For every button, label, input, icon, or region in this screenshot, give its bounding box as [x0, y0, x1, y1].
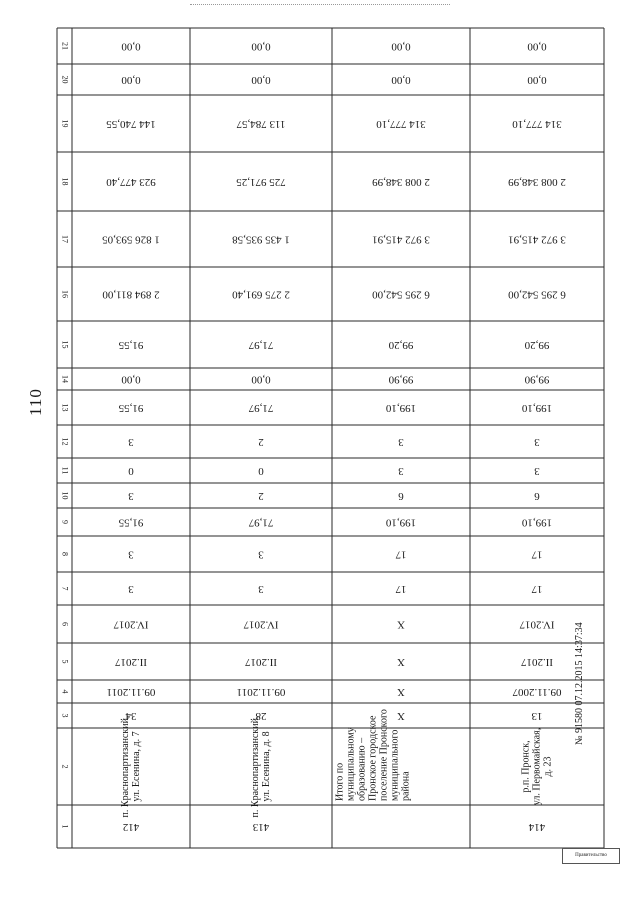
cell-r4-c18: 2 008 348,99 [508, 175, 566, 188]
stamp-box: Правительство [562, 848, 620, 864]
cell-r4-c9: 199,10 [521, 516, 553, 529]
column-number-21: 21 [60, 42, 70, 50]
cell-r1-c16: 2 894 811,00 [102, 288, 160, 301]
column-number-14: 14 [60, 375, 70, 383]
cell-r4-c14: 99,90 [524, 373, 550, 386]
address-line: ул. Есенина, д. 7 [130, 731, 142, 802]
cell-r2-c11: 0 [258, 464, 264, 477]
address-line: Пронское городское [367, 715, 379, 801]
cell-r2-c20: 0,00 [251, 73, 271, 86]
cell-r1-c7: 3 [128, 582, 134, 595]
cell-r1-c8: 3 [128, 548, 134, 561]
cell-r3-c4: X [397, 685, 405, 698]
cell-r1-c18: 923 477,40 [106, 175, 156, 188]
cell-r3-c19: 314 777,10 [376, 117, 426, 130]
cell-r1-c11: 0 [128, 464, 134, 477]
column-number-16: 16 [60, 290, 70, 298]
cell-r3-c16: 6 295 542,00 [372, 288, 430, 301]
address-line: д. 23 [542, 756, 554, 777]
cell-r3-c12: 3 [398, 435, 404, 448]
cell-r3-c18: 2 008 348,99 [372, 175, 430, 188]
cell-r1-c13: 91,55 [118, 401, 144, 414]
cell-r2-c18: 725 971,25 [236, 175, 286, 188]
cell-r4-c17: 3 972 415,91 [508, 233, 566, 246]
column-number-5: 5 [60, 659, 70, 664]
address-line: р.п. Пронск, [520, 740, 532, 793]
cell-r2-c10: 2 [258, 489, 264, 502]
cell-r1-c9: 91,55 [118, 516, 144, 529]
cell-r2-c13: 71,97 [248, 401, 274, 414]
cell-r3-c15: 99,20 [388, 338, 414, 351]
cell-r3-c21: 0,00 [391, 40, 411, 53]
cell-r1-c3: 34 [125, 709, 137, 722]
column-number-7: 7 [60, 586, 70, 591]
cell-r2-c14: 0,00 [251, 373, 271, 386]
column-number-12: 12 [60, 437, 70, 446]
column-number-4: 4 [60, 689, 70, 694]
cell-r1-c15: 91,55 [118, 338, 144, 351]
cell-r4-c11: 3 [534, 464, 540, 477]
cell-r3-c13: 199,10 [385, 401, 417, 414]
column-number-20: 20 [60, 75, 70, 84]
address-line: поселение Пронского [378, 709, 390, 801]
column-number-15: 15 [60, 340, 70, 349]
cell-r1-c14: 0,00 [121, 373, 141, 386]
cell-r4-c4: 09.11.2007 [512, 685, 562, 698]
cell-r4-c15: 99,20 [524, 338, 550, 351]
address-line: п. Краснопартизанский, [119, 715, 131, 818]
cell-r4-c13: 199,10 [521, 401, 553, 414]
cell-r2-c16: 2 275 691,40 [232, 288, 290, 301]
cell-r2-c8: 3 [258, 548, 264, 561]
address-line: муниципального [389, 729, 401, 801]
column-number-13: 13 [60, 403, 70, 412]
cell-r3-c17: 3 972 415,91 [372, 233, 430, 246]
cell-r3-c7: 17 [395, 582, 407, 595]
column-number-8: 8 [60, 552, 70, 556]
cell-r3-c14: 99,90 [388, 373, 414, 386]
cell-r4-id: 414 [528, 820, 546, 833]
cell-r1-c17: 1 826 593,05 [102, 233, 160, 246]
column-number-18: 18 [60, 177, 70, 186]
cell-r2-c3: 28 [255, 709, 267, 722]
cell-r4-c12: 3 [534, 435, 540, 448]
address-line: района [400, 771, 412, 801]
address-line: Итого по [334, 762, 346, 801]
cell-r3-c3: X [397, 709, 405, 722]
cell-r2-c9: 71,97 [248, 516, 274, 529]
column-number-1: 1 [60, 824, 70, 829]
cell-r1-c6: IV.2017 [113, 618, 149, 631]
cell-r1-c5: II.2017 [114, 655, 148, 668]
address-line: ул. Первомайская, [531, 727, 543, 806]
column-number-19: 19 [60, 119, 70, 128]
column-number-17: 17 [60, 235, 70, 243]
cell-r4-c16: 6 295 542,00 [508, 288, 566, 301]
column-number-10: 10 [60, 491, 70, 500]
cell-r3-c9: 199,10 [385, 516, 417, 529]
address-line: ул. Есенина, д. 8 [260, 731, 272, 802]
cell-r4-c3: 13 [531, 709, 543, 722]
cell-r4-c5: II.2017 [520, 655, 554, 668]
column-number-9: 9 [60, 520, 70, 524]
cell-r4-c19: 314 777,10 [512, 117, 562, 130]
cell-r1-c4: 09.11.2011 [106, 685, 156, 698]
cell-r3-c10: 6 [398, 489, 404, 502]
address-line: образованию – [356, 737, 368, 801]
cell-r3-c11: 3 [398, 464, 404, 477]
cell-r4-c20: 0,00 [527, 73, 547, 86]
cell-r2-c7: 3 [258, 582, 264, 595]
address-line: п. Краснопартизанский, [249, 715, 261, 818]
cell-r1-id: 412 [122, 820, 140, 833]
cell-r4-c6: IV.2017 [519, 618, 555, 631]
cell-r1-c20: 0,00 [121, 73, 141, 86]
cell-r3-c20: 0,00 [391, 73, 411, 86]
cell-r2-c6: IV.2017 [243, 618, 279, 631]
cell-r4-c8: 17 [531, 548, 543, 561]
cell-r4-c10: 6 [534, 489, 540, 502]
cell-r4-c7: 17 [531, 582, 543, 595]
cell-r2-id: 413 [252, 820, 270, 833]
cell-r2-c19: 113 784,57 [236, 117, 286, 130]
cell-r1-c19: 144 740,55 [106, 117, 156, 130]
cell-r3-c8: 17 [395, 548, 407, 561]
column-number-2: 2 [60, 764, 70, 769]
registration-stamp: № 91580 07.12.2015 14:37:34 [574, 622, 585, 745]
cell-r1-c21: 0,00 [121, 40, 141, 53]
cell-r1-c10: 3 [128, 489, 134, 502]
column-number-3: 3 [60, 713, 70, 718]
cell-r2-c12: 2 [258, 435, 264, 448]
page-number: 110 [25, 388, 45, 416]
address-line: муниципальному [345, 727, 357, 801]
cell-r2-c15: 71,97 [248, 338, 274, 351]
column-number-6: 6 [60, 622, 70, 626]
cell-r2-c21: 0,00 [251, 40, 271, 53]
cell-r2-c4: 09.11.2011 [236, 685, 286, 698]
cell-r4-c21: 0,00 [527, 40, 547, 53]
cell-r3-c6: X [397, 618, 405, 631]
cell-r1-c12: 3 [128, 435, 134, 448]
cell-r3-c5: X [397, 655, 405, 668]
column-number-11: 11 [60, 466, 70, 475]
cell-r2-c5: II.2017 [244, 655, 278, 668]
cell-r2-c17: 1 435 935,58 [232, 233, 290, 246]
